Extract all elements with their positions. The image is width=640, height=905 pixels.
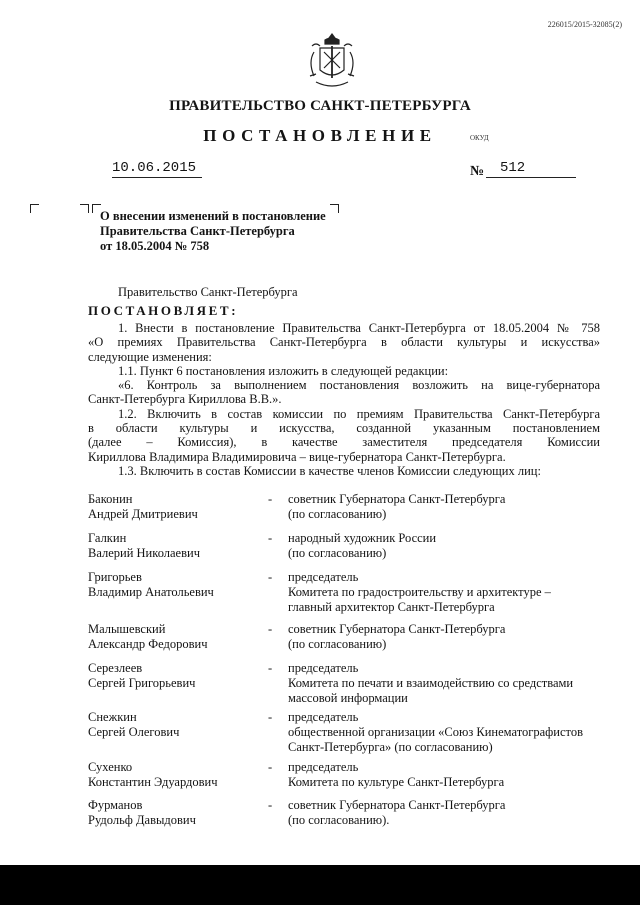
member-dash: - [268, 710, 273, 724]
member-given-name: Валерий Николаевич [88, 546, 200, 560]
member-surname: Серезлеев [88, 661, 143, 675]
position-line: Комитета по градостроительству и архитектуре – [288, 585, 551, 599]
saint-petersburg-coat-of-arms-icon [306, 32, 358, 90]
issuer: Правительство Санкт-Петербурга [118, 285, 298, 299]
member-dash: - [268, 492, 273, 506]
text-line: Кириллова Владимира Владимировича – вице-губернатора Санкт-Петербурга. [88, 449, 506, 464]
position-line: председатель [288, 570, 359, 584]
position-line: народный художник России [288, 531, 437, 545]
text-line: 1.3. Включить в состав Комиссии в качестве членов Комиссии следующих лиц: [118, 463, 541, 478]
member-surname: Малышевский [88, 622, 166, 636]
position-line: Комитета по культуре Санкт-Петербурга [288, 775, 505, 789]
text-line: 1. Внести в постановление Правительства Санкт-Петербурга от 18.05.2004 № 758 [118, 321, 600, 335]
member-given-name: Рудольф Давыдович [88, 813, 196, 827]
okud-label: ОКУД [470, 134, 489, 142]
subject-line: Правительства Санкт-Петербурга [100, 224, 295, 238]
document-registration-number: 226015/2015-32085(2) [547, 20, 622, 29]
position-line: председатель [288, 760, 359, 774]
position-line: Санкт-Петербурга» (по согласованию) [288, 740, 493, 754]
member-surname: Галкин [88, 531, 127, 545]
position-line: советник Губернатора Санкт-Петербурга [288, 798, 506, 812]
position-line: (по согласованию) [288, 546, 387, 560]
member-given-name: Владимир Анатольевич [88, 585, 214, 599]
member-dash: - [268, 798, 273, 812]
text-line: «О премиях Правительства Санкт-Петербурга в области культуры и искусства» [88, 335, 600, 350]
member-dash: - [268, 622, 273, 636]
member-given-name: Сергей Олегович [88, 725, 180, 739]
position-line: главный архитектор Санкт-Петербурга [288, 600, 495, 614]
member-name [88, 531, 200, 561]
subject-line: О внесении изменений в постановление [100, 209, 326, 223]
decree-subject [100, 209, 326, 254]
member-position [288, 760, 588, 790]
member-surname: Григорьев [88, 570, 142, 584]
decrees-word: ПОСТАНОВЛЯЕТ: [88, 303, 239, 318]
corner-mark [80, 204, 89, 213]
position-line: (по согласованию) [288, 637, 387, 651]
position-line: (по согласованию). [288, 813, 390, 827]
position-line: Комитета по печати и взаимодействию со средствами [288, 676, 574, 690]
scan-bottom-edge [0, 865, 640, 905]
member-name [88, 492, 198, 522]
member-given-name: Андрей Дмитриевич [88, 507, 198, 521]
member-dash: - [268, 661, 273, 675]
member-position [288, 492, 588, 522]
member-dash: - [268, 570, 273, 584]
position-line: советник Губернатора Санкт-Петербурга [288, 622, 506, 636]
subject-line: от 18.05.2004 № 758 [100, 239, 210, 253]
position-line: общественной организации «Союз Кинематографистов [288, 725, 583, 739]
member-dash: - [268, 531, 273, 545]
position-line: (по согласованию) [288, 507, 387, 521]
position-line: массовой информации [288, 691, 408, 705]
member-position [288, 531, 588, 561]
member-position [288, 710, 588, 755]
member-given-name: Константин Эдуардович [88, 775, 218, 789]
text-line: (далее – Комиссия), в качестве заместителя председателя Комиссии [88, 435, 600, 450]
member-name [88, 570, 214, 600]
government-title: ПРАВИТЕЛЬСТВО САНКТ-ПЕТЕРБУРГА [169, 98, 471, 114]
paragraph-1 [88, 321, 600, 478]
member-name [88, 760, 218, 790]
member-surname: Сухенко [88, 760, 133, 774]
position-line: председатель [288, 710, 359, 724]
member-position [288, 798, 588, 828]
text-line: «6. Контроль за выполнением постановления возложить на вице-губернатора [118, 378, 600, 393]
text-line: следующие изменения: [88, 349, 212, 364]
member-name [88, 661, 195, 691]
text-line: 1.2. Включить в состав комиссии по премиям Правительства Санкт-Петербурга [118, 406, 600, 421]
member-given-name: Александр Федорович [88, 637, 208, 651]
text-line: Санкт-Петербурга Кириллова В.В.». [88, 392, 282, 407]
member-surname: Фурманов [88, 798, 143, 812]
decree-number: 512 [486, 160, 576, 178]
decree-title: ПОСТАНОВЛЕНИЕ [203, 126, 437, 145]
member-position [288, 661, 588, 706]
member-surname: Снежкин [88, 710, 137, 724]
member-name [88, 798, 196, 828]
member-surname: Баконин [88, 492, 133, 506]
member-name [88, 710, 179, 740]
corner-mark [330, 204, 339, 213]
position-line: советник Губернатора Санкт-Петербурга [288, 492, 506, 506]
position-line: председатель [288, 661, 359, 675]
text-line: в области культуры и искусства, созданной указанным постановлением [88, 421, 600, 436]
decree-date: 10.06.2015 [112, 160, 202, 178]
member-name [88, 622, 208, 652]
member-dash: - [268, 760, 273, 774]
member-position [288, 570, 588, 615]
number-sign: № [470, 164, 485, 179]
corner-mark [30, 204, 39, 213]
member-given-name: Сергей Григорьевич [88, 676, 196, 690]
member-position [288, 622, 588, 652]
text-line: 1.1. Пункт 6 постановления изложить в следующей редакции: [118, 363, 449, 378]
